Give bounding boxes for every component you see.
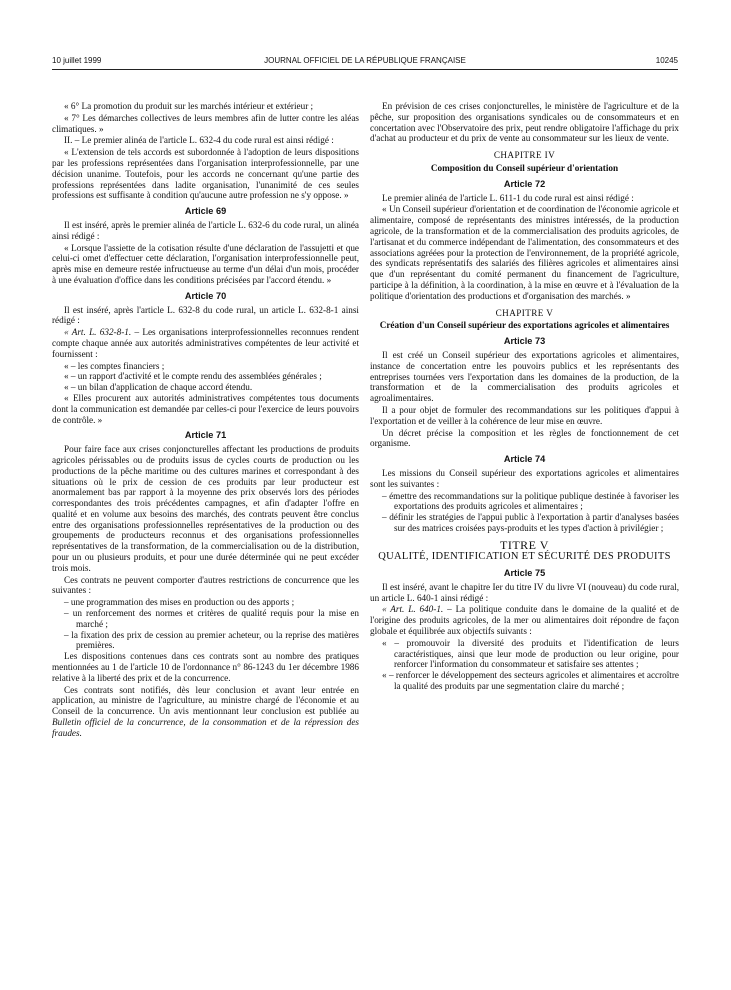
paragraph: « 6° La promotion du produit sur les marchés intérieur et extérieur ; [64, 101, 314, 111]
paragraph: En prévision de ces crises conjoncturelles, le ministère de l'agriculture et de la pêche, sur proposition des organisations syndicales ou de consommateurs et en concertation avec l'Observatoire des prix, peut rendre obligatoire l'affichage du prix d'achat au producteur et du prix de vente au consommateur sur les lieux de vente. [370, 101, 679, 144]
paragraph: Les dispositions contenues dans ces contrats sont au nombre des pratiques mentionnées au 1 de l'article 10 de l'ordonnance n° 86-1243 du 1er décembre 1986 relative à la liberté des prix et de la concurrence. [52, 651, 359, 683]
article-reference: « Art. L. 640-1. [382, 604, 444, 615]
list-item: – un renforcement des normes et critères de qualité requis pour la mise en marché ; [64, 608, 359, 629]
article-heading-75: Article 75 [503, 567, 546, 578]
chapter-heading-5: CHAPITRE V [495, 307, 554, 318]
paragraph: « Lorsque l'assiette de la cotisation résulte d'une déclaration de l'assujetti et que celui-ci omet d'effectuer cette déclaration, l'organisation interprofessionnelle peut, après mise en demeure restée infructueuse au terme d'un délai d'un mois, procéder à une évaluation d'office dans les conditions précisées par l'accord étendu. » [52, 242, 359, 285]
paragraph [52, 685, 359, 739]
header-rule [52, 69, 678, 70]
running-header [52, 56, 678, 68]
paragraph: Les missions du Conseil supérieur des exportations agricoles et alimentaires sont les suivantes : [370, 467, 679, 489]
article-heading-72: Article 72 [503, 178, 546, 189]
list-item: « – renforcer le développement des secteurs agricoles et alimentaires et accroître la qualité des produits par une segmentation claire du marché ; [382, 670, 679, 691]
paragraph: Il est inséré, après l'article L. 632-8 du code rural, un article L. 632-8-1 ainsi rédigé : [52, 304, 359, 326]
paragraph: Il est inséré, après le premier alinéa de l'article L. 632-6 du code rural, un alinéa ainsi rédigé : [52, 219, 359, 241]
header-journal-title: JOURNAL OFFICIEL DE LA RÉPUBLIQUE FRANÇAISE [264, 56, 466, 65]
header-date: 10 juillet 1999 [52, 56, 102, 65]
list-item: « – un bilan d'application de chaque accord étendu. [64, 382, 253, 393]
list-item: « – promouvoir la diversité des produits et l'identification de leurs caractéristiques, ainsi que leur mode de production ou leur origine, pour renforcer l'information du consommateur et satisfaire ses attentes ; [382, 637, 679, 670]
article-heading-69: Article 69 [184, 206, 227, 217]
paragraph: « L'extension de tels accords est subordonnée à l'adoption de leurs dispositions par les professions représentées dans l'organisation interprofessionnelle, par une décision unanime. Toutefois, pour les accords ne concernant qu'une partie des professions représentées dans ladite organisation, l'unanimité de ces seules professions est suffisante à condition qu'aucune autre profession ne s'y oppose. » [52, 147, 359, 201]
article-reference: « Art. L. 632-8-1. [64, 327, 132, 338]
list-item: « – les comptes financiers ; [64, 360, 165, 371]
chapter-title-4: Composition du Conseil supérieur d'orientation [430, 162, 619, 173]
paragraph: II. – Le premier alinéa de l'article L. 632-4 du code rural est ainsi rédigé : [64, 135, 334, 146]
list-item: « – un rapport d'activité et le compte rendu des assemblées générales ; [64, 371, 322, 382]
article-heading-71: Article 71 [184, 430, 227, 441]
chapter-heading-4: CHAPITRE IV [493, 150, 556, 161]
article-heading-70: Article 70 [184, 290, 227, 301]
article-heading-73: Article 73 [503, 336, 546, 347]
title-name-5: QUALITÉ, IDENTIFICATION ET SÉCURITÉ DES PRODUITS [378, 551, 671, 563]
left-column [52, 101, 359, 740]
paragraph: « Elles procurent aux autorités administratives compétentes tous documents dont la communication est demandée par celles-ci pour l'exercice de leurs pouvoirs de contrôle. » [52, 392, 359, 425]
header-page-number: 10245 [655, 56, 678, 65]
paragraph: Pour faire face aux crises conjoncturelles affectant les productions de produits agricoles périssables ou de produits issus de cycles courts de production ou les productions de la pêche maritime ou des cultures marines et correspondant à des situations où le prix de cession de ces produits par leur producteur est anormalement bas par rapport à la moyenne des prix observés lors des périodes correspondantes des trois précédentes campagnes, et afin d'adapter l'offre en qualité et en volume aux besoins des marchés, des contrats peuvent être conclus entre des organisations professionnelles représentatives de la production ou des groupements de producteurs reconnus et des organisations professionnelles représentatives de la transformation, de la commercialisation ou de la distribution, pour un ou plusieurs produits, et pour une durée déterminée qui ne peut excéder trois mois. [52, 444, 359, 573]
paragraph: Il a pour objet de formuler des recommandations sur les politiques d'appui à l'exportation et de veiller à la cohérence de leur mise en œuvre. [370, 404, 679, 426]
paragraph-text: – Les organisations interprofessionnelles reconnues rendent compte chaque année aux autorités administratives compétentes de leur activité et fournissent : [52, 327, 359, 359]
paragraph: « Un Conseil supérieur d'orientation et de coordination de l'économie agricole et alimentaire, composé de représentants des ministres intéressés, de la production agricole, de la transformation et de la commercialisation des produits agricoles, de l'artisanat et du commerce indépendant de l'alimentation, des consommateurs et des associations agréées pour la protection de l'environnement, de la propriété agricole, des syndicats représentatifs des salariés des filières agricoles et alimentaires ainsi que d'un représentant du comité permanent du financement de l'agriculture, participe à la définition, à la coordination, à la mise en œuvre et à l'évaluation de la politique d'orientation des productions et d'organisation des marchés. » [370, 204, 679, 301]
bulletin-reference: Bulletin officiel de la concurrence, de la consommation et de la répression des fraudes. [52, 717, 359, 738]
paragraph-text: Ces contrats sont notifiés, dès leur conclusion et avant leur entrée en application, au ministre de l'agriculture, au ministre chargé de l'économie et au Conseil de la concurrence. Un avis mentionnant leur conclusion est publiée au [52, 684, 359, 717]
list-item: – une programmation des mises en production ou des apports ; [64, 597, 295, 608]
right-column [370, 101, 679, 692]
paragraph: Il est inséré, avant le chapitre Ier du titre IV du livre VI (nouveau) du code rural, un article L. 640-1 ainsi rédigé : [370, 581, 679, 603]
title-heading-5: TITRE V [500, 537, 549, 552]
paragraph [52, 327, 359, 359]
list-item: – la fixation des prix de cession au premier acheteur, ou la reprise des matières premières. [64, 629, 359, 651]
paragraph-text: – La politique conduite dans le domaine de la qualité et de l'origine des produits agricoles, de la mer ou alimentaires doit répondre de façon globale et équilibrée aux objectifs suivants : [370, 604, 680, 636]
paragraph: Un décret précise la composition et les règles de fonctionnement de cet organisme. [370, 427, 679, 449]
paragraph: Le premier alinéa de l'article L. 611-1 du code rural est ainsi rédigé : [382, 192, 634, 203]
paragraph [370, 604, 679, 636]
paragraph: Il est créé un Conseil supérieur des exportations agricoles et alimentaires, instance de concertation entre les pouvoirs publics et les représentants des entreprises tournées vers l'exportation dans les domaines de la production, de la transformation et de la commercialisation des produits agricoles et agroalimentaires. [370, 349, 679, 404]
list-item: – émettre des recommandations sur la politique publique destinée à favoriser les exportations des produits agricoles et alimentaires ; [382, 490, 679, 512]
chapter-title-5: Création d'un Conseil supérieur des exportations agricoles et alimentaires [379, 320, 670, 331]
article-heading-74: Article 74 [503, 454, 546, 465]
list-item: – définir les stratégies de l'appui public à l'exportation à partir d'analyses basées sur des matrices croisées pays-produits et les types d'action à privilégier ; [382, 512, 679, 533]
paragraph: « 7° Les démarches collectives de leurs membres afin de lutter contre les aléas climatiques. » [52, 112, 359, 134]
paragraph: Ces contrats ne peuvent comporter d'autres restrictions de concurrence que les suivantes : [52, 574, 359, 596]
